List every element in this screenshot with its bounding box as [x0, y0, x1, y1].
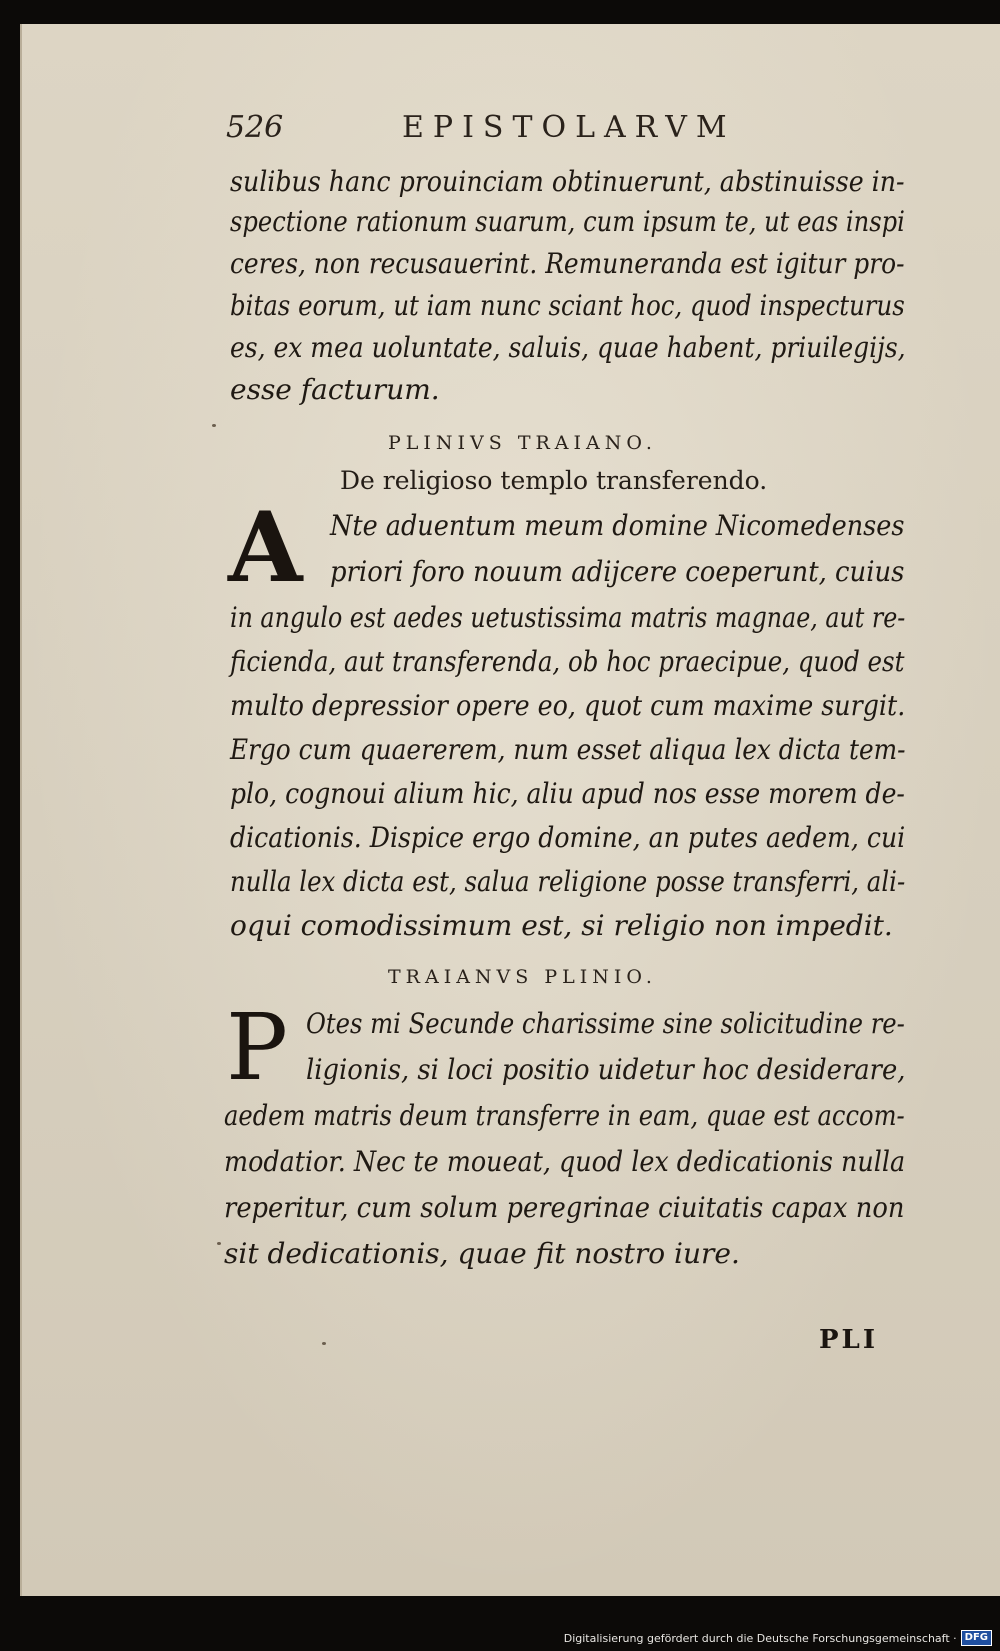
drop-cap-initial: P: [226, 994, 288, 1101]
footer-text: Digitalisierung gefördert durch die Deutsche Forschungsgemeinschaft ·: [563, 1631, 957, 1645]
letter-heading: TRAIANVS PLINIO.: [388, 966, 657, 988]
text-line: esse facturum.: [230, 373, 440, 406]
drop-cap-initial: A: [228, 491, 303, 604]
text-line: dicationis. Dispice ergo domine, an putes aedem, cui: [230, 821, 906, 854]
letter-heading: PLINIVS TRAIANO.: [388, 432, 657, 454]
text-line: modatior. Nec te moueat, quod lex dedicationis nulla: [224, 1145, 906, 1178]
text-line: plo, cognoui alium hic, aliu apud nos esse morem de-: [230, 777, 905, 810]
dfg-logo-icon: DFG: [961, 1630, 992, 1646]
text-line: sulibus hanc prouinciam obtinuerunt, abstinuisse in-: [230, 165, 905, 198]
digitization-footer: [564, 1629, 992, 1647]
letter-subheading: De religioso templo transferendo.: [340, 466, 768, 495]
text-line: Nte aduentum meum domine Nicomedenses: [330, 509, 905, 542]
text-line: aedem matris deum transferre in eam, quae est accom-: [224, 1099, 905, 1132]
text-line: bitas eorum, ut iam nunc sciant hoc, quod inspecturus: [230, 289, 905, 322]
text-line: ligionis, si loci positio uidetur hoc desiderare,: [306, 1053, 906, 1086]
text-line: priori foro nouum adijcere coeperunt, cuius: [330, 555, 905, 588]
page-number: 526: [226, 110, 284, 145]
text-line: sit dedicationis, quae fit nostro iure.: [224, 1237, 740, 1270]
text-line: es, ex mea uoluntate, saluis, quae habent, priuilegijs,: [230, 331, 906, 364]
text-line: Ergo cum quaererem, num esset aliqua lex dicta tem-: [230, 733, 906, 766]
text-line: nulla lex dicta est, salua religione posse transferri, ali-: [230, 865, 906, 898]
text-line: in angulo est aedes uetustissima matris magnae, aut re-: [230, 601, 906, 634]
text-line: spectione rationum suarum, cum ipsum te, ut eas inspi: [230, 205, 905, 238]
running-title: EPISTOLARVM: [402, 110, 736, 145]
page-header: [226, 110, 786, 152]
text-line: reperitur, cum solum peregrinae ciuitatis capax non: [224, 1191, 905, 1224]
text-line: ceres, non recusauerint. Remuneranda est igitur pro-: [230, 247, 905, 280]
catchword: PLI: [819, 1325, 878, 1355]
text-line: oqui comodissimum est, si religio non impedit.: [230, 909, 893, 942]
text-line: multo depressior opere eo, quot cum maxime surgit.: [230, 689, 906, 722]
text-line: ficienda, aut transferenda, ob hoc praecipue, quod est: [230, 645, 905, 678]
text-line: Otes mi Secunde charissime sine solicitudine re-: [306, 1007, 905, 1040]
